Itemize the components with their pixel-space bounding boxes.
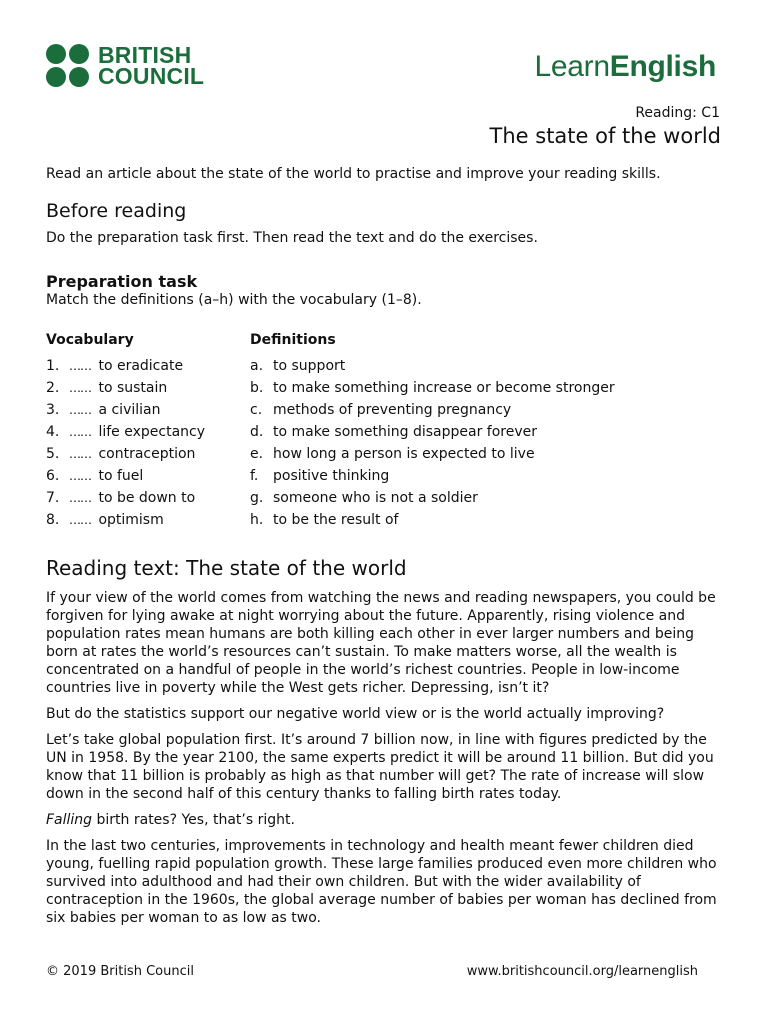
article-body (46, 589, 726, 935)
answer-blank[interactable]: …… (69, 403, 91, 417)
list-item: e. how long a person is expected to live (250, 446, 535, 462)
footer-copyright: © 2019 British Council (46, 964, 194, 979)
list-item: 4. …… life expectancy (46, 424, 205, 440)
list-item: 5. …… contraception (46, 446, 196, 462)
article-paragraph-4: Falling birth rates? Yes, that’s right. (46, 812, 295, 828)
list-item: 3. …… a civilian (46, 402, 161, 418)
footer-url[interactable]: www.britishcouncil.org/learnenglish (466, 964, 698, 979)
intro-text: Read an article about the state of the world to practise and improve your reading skills. (46, 166, 661, 182)
answer-blank[interactable]: …… (69, 425, 91, 439)
preparation-text: Match the definitions (a–h) with the vocabulary (1–8). (46, 292, 422, 308)
list-item: c. methods of preventing pregnancy (250, 402, 512, 418)
answer-blank[interactable]: …… (69, 381, 91, 395)
list-item: a. to support (250, 358, 346, 374)
before-reading-text: Do the preparation task first. Then read the text and do the exercises. (46, 230, 538, 246)
british-council-dots-icon (46, 44, 89, 87)
answer-blank[interactable]: …… (69, 447, 91, 461)
article-paragraph-2: But do the statistics support our negative world view or is the world actually improving? (46, 706, 665, 722)
bc-logo-line1: BRITISH (98, 41, 192, 68)
le-logo-english: English (609, 50, 716, 83)
list-item: 2. …… to sustain (46, 380, 168, 396)
vocabulary-list (46, 357, 205, 533)
answer-blank[interactable]: …… (69, 359, 91, 373)
list-item: g. someone who is not a soldier (250, 490, 478, 506)
emphasis-falling: Falling (46, 812, 93, 828)
reading-text-heading: Reading text: The state of the world (46, 556, 407, 580)
list-item: h. to be the result of (250, 512, 399, 528)
list-item: b. to make something increase or become stronger (250, 380, 615, 396)
le-logo-learn: Learn (534, 50, 610, 83)
list-item: 1. …… to eradicate (46, 358, 184, 374)
british-council-logo[interactable] (46, 41, 205, 89)
list-item: 6. …… to fuel (46, 468, 144, 484)
list-item: 8. …… optimism (46, 512, 164, 528)
list-item: d. to make something disappear forever (250, 424, 537, 440)
article-paragraph-1: If your view of the world comes from watching the news and reading newspapers, you could be forgiven for lying awake at night worrying about the future. Apparently, rising violence and population rates mean humans are both killing each other in ever larger numbers and being born at rates the world’s resources can’t sustain. To make matters worse, all the wealth is concentrated on a handful of people in the world’s richest countries. People in low-income countries live in poverty while the West gets richer. Depressing, isn’t it? (46, 590, 716, 696)
definitions-header: Definitions (250, 332, 336, 348)
level-label: Reading: C1 (635, 105, 720, 121)
answer-blank[interactable]: …… (69, 491, 91, 505)
definitions-list (250, 357, 615, 533)
learnenglish-logo[interactable] (535, 50, 716, 84)
preparation-heading: Preparation task (46, 272, 198, 291)
vocabulary-header: Vocabulary (46, 332, 134, 348)
article-paragraph-5: In the last two centuries, improvements in technology and health meant fewer children died young, fuelling rapid population growth. These large families produced even more children who survived into adulthood and had their own children. But with the wider availability of contraception in the 1960s, the global average number of babies per woman has declined from six babies per woman to as low as two. (46, 838, 717, 926)
page-title: The state of the world (489, 124, 721, 148)
answer-blank[interactable]: …… (69, 469, 91, 483)
article-paragraph-3: Let’s take global population first. It’s around 7 billion now, in line with figures predicted by the UN in 1958. By the year 2100, the same experts predict it will be around 11 billion. But did you know that 11 billion is probably as high as that number will get? The rate of increase will slow down in the second half of this century thanks to falling birth rates today. (46, 732, 714, 802)
before-reading-heading: Before reading (46, 200, 187, 222)
answer-blank[interactable]: …… (69, 513, 91, 527)
list-item: 7. …… to be down to (46, 490, 196, 506)
bc-logo-line2: COUNCIL (98, 62, 205, 89)
list-item: f. positive thinking (250, 468, 390, 484)
